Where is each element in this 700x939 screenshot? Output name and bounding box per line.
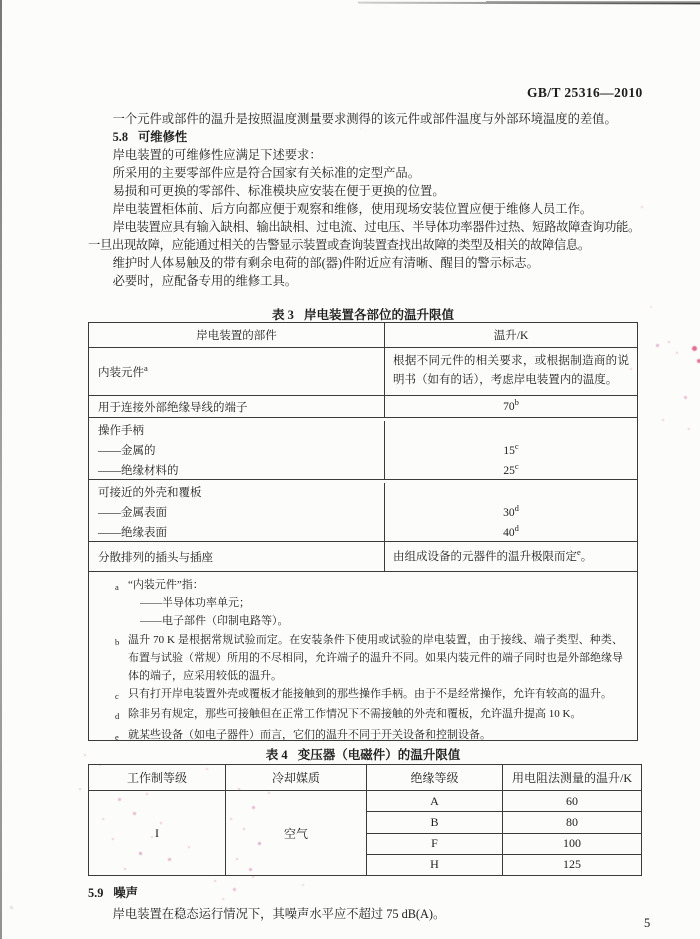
cell-line-item: ——绝缘材料的	[98, 465, 179, 477]
intro-paragraph: 一个元件或部件的温升是按照温度测量要求测得的该元件或部件温度与外部环境温度的差值。	[112, 112, 617, 126]
section-number: 5.8	[112, 130, 128, 144]
table-row	[367, 854, 641, 875]
footnote-c	[115, 685, 623, 705]
paragraph: 岸电装置应具有输入缺相、输出缺相、过电流、过电压、半导体功率器件过热、短路故障查询功能。一旦出现故障，应能通过相关的告警显示装置或查询装置查找出故障的类型及相关的故障信息。	[88, 220, 640, 252]
footnote-list-item: ——半导体功率单元；	[140, 597, 250, 610]
scan-speck	[656, 344, 659, 347]
noise-paragraph: 岸电装置在稳态运行情况下，其噪声水平应不超过 75 dB(A)。	[112, 907, 446, 921]
superscript-mark: c	[514, 441, 519, 452]
table-row	[89, 541, 637, 571]
scan-speck	[650, 306, 652, 308]
grade-cell: H	[367, 855, 503, 875]
scan-speck	[222, 898, 224, 900]
paragraph: 所采用的主要零部件应是符合国家有关标准的定型产品。	[112, 166, 421, 180]
section-title: 噪声	[113, 886, 138, 900]
table-cell-value: 根据不同元件的相关要求，或根据制造商的说明书（如有的话），考虑岸电装置内的温度。	[393, 355, 629, 386]
footnote-list-item: ——电子部件（印制电路等）。	[140, 615, 289, 628]
superscript-mark: a	[144, 362, 148, 373]
table-cell-part: 分散排列的插头与插座	[89, 542, 385, 572]
table3-header-part: 岸电装置的部件	[89, 323, 385, 347]
scan-speck	[684, 396, 687, 399]
footnote-a	[115, 576, 623, 631]
table3-caption-label: 表 3	[272, 308, 294, 322]
superscript-mark: c	[514, 461, 519, 472]
table4-header-row	[89, 765, 641, 791]
section-title: 可维修性	[137, 130, 188, 144]
table-row	[367, 811, 641, 832]
scan-speck	[79, 788, 81, 790]
scan-edge-left	[0, 0, 2, 939]
table3-header-value: 温升/K	[493, 330, 529, 342]
grade-cell: F	[367, 834, 503, 854]
scan-edge-top	[358, 2, 700, 5]
footnote-text: 温升 70 K 是根据常规试验而定。在安装条件下使用或试验的岸电装置，由于接线、端子类型、种类、布置与试验（常规）所用的不尽相同，允许端子的温升不同。如果内装元件的端子同时也是外部绝缘导体的端子，应采用较低的温升。	[128, 633, 623, 683]
scan-speck	[252, 876, 254, 878]
scan-speck	[233, 888, 236, 891]
scan-edge-top-line	[486, 1, 700, 2]
table4-header-coolant: 冷却媒质	[226, 765, 367, 790]
table4-transformer-temperature-rise	[88, 764, 642, 876]
scan-speck	[641, 206, 643, 208]
footnote-d	[115, 705, 623, 725]
footnote-text: 只有打开岸电装置外壳或覆板才能接触到的那些操作手柄。由于不是经常操作，允许有较高的温升。	[128, 688, 612, 701]
cell-line-value: 25$^c$	[503, 461, 519, 477]
footnote-text: 就某些设备（如电子器件）而言，它们的温升不同于开关设备和控制设备。	[128, 728, 491, 740]
cell-line-blank	[385, 421, 637, 441]
standard-code-header: GB/T 25316—2010	[527, 85, 643, 100]
rise-cell: 100	[563, 836, 581, 851]
table-row	[89, 417, 637, 479]
table-row	[89, 347, 637, 395]
paragraph: 岸电装置的可维修性应满足下述要求：	[112, 148, 322, 162]
table3-footnotes	[89, 571, 637, 740]
scan-speck	[676, 352, 678, 354]
page-number: 5	[644, 916, 651, 930]
scan-speck	[688, 428, 690, 430]
table4-grade-rows	[367, 791, 641, 875]
scan-speck	[692, 346, 697, 351]
table-cell-part	[89, 483, 385, 541]
table-cell-part	[89, 421, 385, 479]
cell-line-group: 操作手柄	[98, 425, 144, 437]
scan-speck	[214, 880, 216, 882]
scan-speck	[10, 906, 13, 909]
footnote-mark: e	[115, 731, 119, 740]
footnote-text: “内装元件”指： ——半导体功率单元； ——电子部件（印制电路等）。	[128, 576, 623, 631]
cell-text: 内装元件$^a$	[98, 362, 148, 379]
section-heading-5-9	[88, 883, 138, 901]
superscript-mark: d	[514, 503, 519, 514]
table4-header-insulation: 绝缘等级	[367, 765, 503, 790]
rise-cell: 80	[566, 814, 578, 829]
section-heading-5-8	[88, 128, 640, 146]
table4-body	[89, 791, 641, 875]
table4-header-duty: 工作制等级	[89, 765, 226, 790]
table3-temperature-rise-limits	[88, 322, 638, 741]
section-number: 5.9	[88, 886, 104, 900]
cell-line-value: 40$^d$	[503, 523, 519, 539]
table3-caption	[88, 305, 638, 323]
paragraph: 必要时，应配备专用的维修工具。	[112, 274, 298, 288]
grade-cell: B	[367, 812, 503, 832]
table-row	[367, 833, 641, 854]
table-row	[367, 791, 641, 811]
table3-caption-text: 岸电装置各部位的温升限值	[303, 308, 454, 322]
table-cell-value: 70$^b$	[503, 397, 519, 413]
table-cell-value	[385, 483, 637, 541]
footnote-mark: d	[115, 711, 120, 722]
paragraph: 易损和可更换的零部件、标准模块应安装在便于更换的位置。	[112, 184, 445, 198]
footnote-b	[115, 631, 623, 686]
footnote-text: 除非另有规定，那些可接触但在正常工作情况下不需接触的外壳和覆板，允许温升提高 10 K。	[128, 708, 582, 721]
paragraph: 维护时人体易触及的带有剩余电荷的部(器)件附近应有清晰、醒目的警示标志。	[112, 256, 539, 270]
cell-line-item: ——金属的	[98, 445, 156, 457]
table-cell-part	[89, 348, 385, 395]
footnote-mark: a	[115, 582, 119, 592]
superscript-mark: b	[514, 397, 519, 408]
scan-speck	[302, 884, 304, 886]
table4-duty-class-cell: I	[89, 791, 226, 875]
rise-cell: 60	[566, 793, 578, 808]
table4-caption-text: 变压器（电磁件）的温升限值	[297, 748, 461, 762]
table4-caption	[88, 745, 638, 763]
footnote-mark: c	[115, 691, 119, 702]
table-row	[89, 479, 637, 541]
table4-header-rise: 用电阻法测量的温升/K	[511, 771, 632, 785]
superscript-mark: d	[514, 523, 519, 534]
table4-coolant-cell: 空气	[226, 791, 367, 875]
rise-cell: 125	[563, 857, 581, 872]
cell-line-item: ——绝缘表面	[98, 527, 167, 539]
scan-speck	[662, 419, 664, 421]
table-cell-value	[385, 421, 637, 479]
table4-caption-label: 表 4	[265, 748, 288, 762]
superscript-mark: e	[577, 547, 581, 558]
cell-line-group: 可接近的外壳和覆板	[98, 487, 202, 499]
scan-speck	[668, 341, 670, 343]
table3-header-row	[89, 323, 637, 347]
table-row	[89, 395, 637, 417]
grade-cell: A	[367, 791, 503, 811]
cell-line-value: 30$^d$	[503, 503, 519, 519]
scan-speck	[84, 754, 86, 756]
paragraph: 岸电装置柜体前、后方向都应便于观察和维修，使用现场安装位置应便于维修人员工作。	[112, 202, 593, 216]
cell-line-value: 15$^c$	[503, 441, 519, 457]
body-text-block	[88, 110, 640, 290]
table-cell-part: 用于连接外部绝缘导线的端子	[89, 396, 385, 418]
cell-line-blank	[385, 483, 637, 503]
table-cell-value: 由组成设备的元器件的温升极限而定$^e$。	[393, 547, 593, 563]
cell-line-item: ——金属表面	[98, 507, 167, 519]
footnote-e	[115, 726, 623, 740]
footnote-mark: b	[115, 636, 120, 647]
